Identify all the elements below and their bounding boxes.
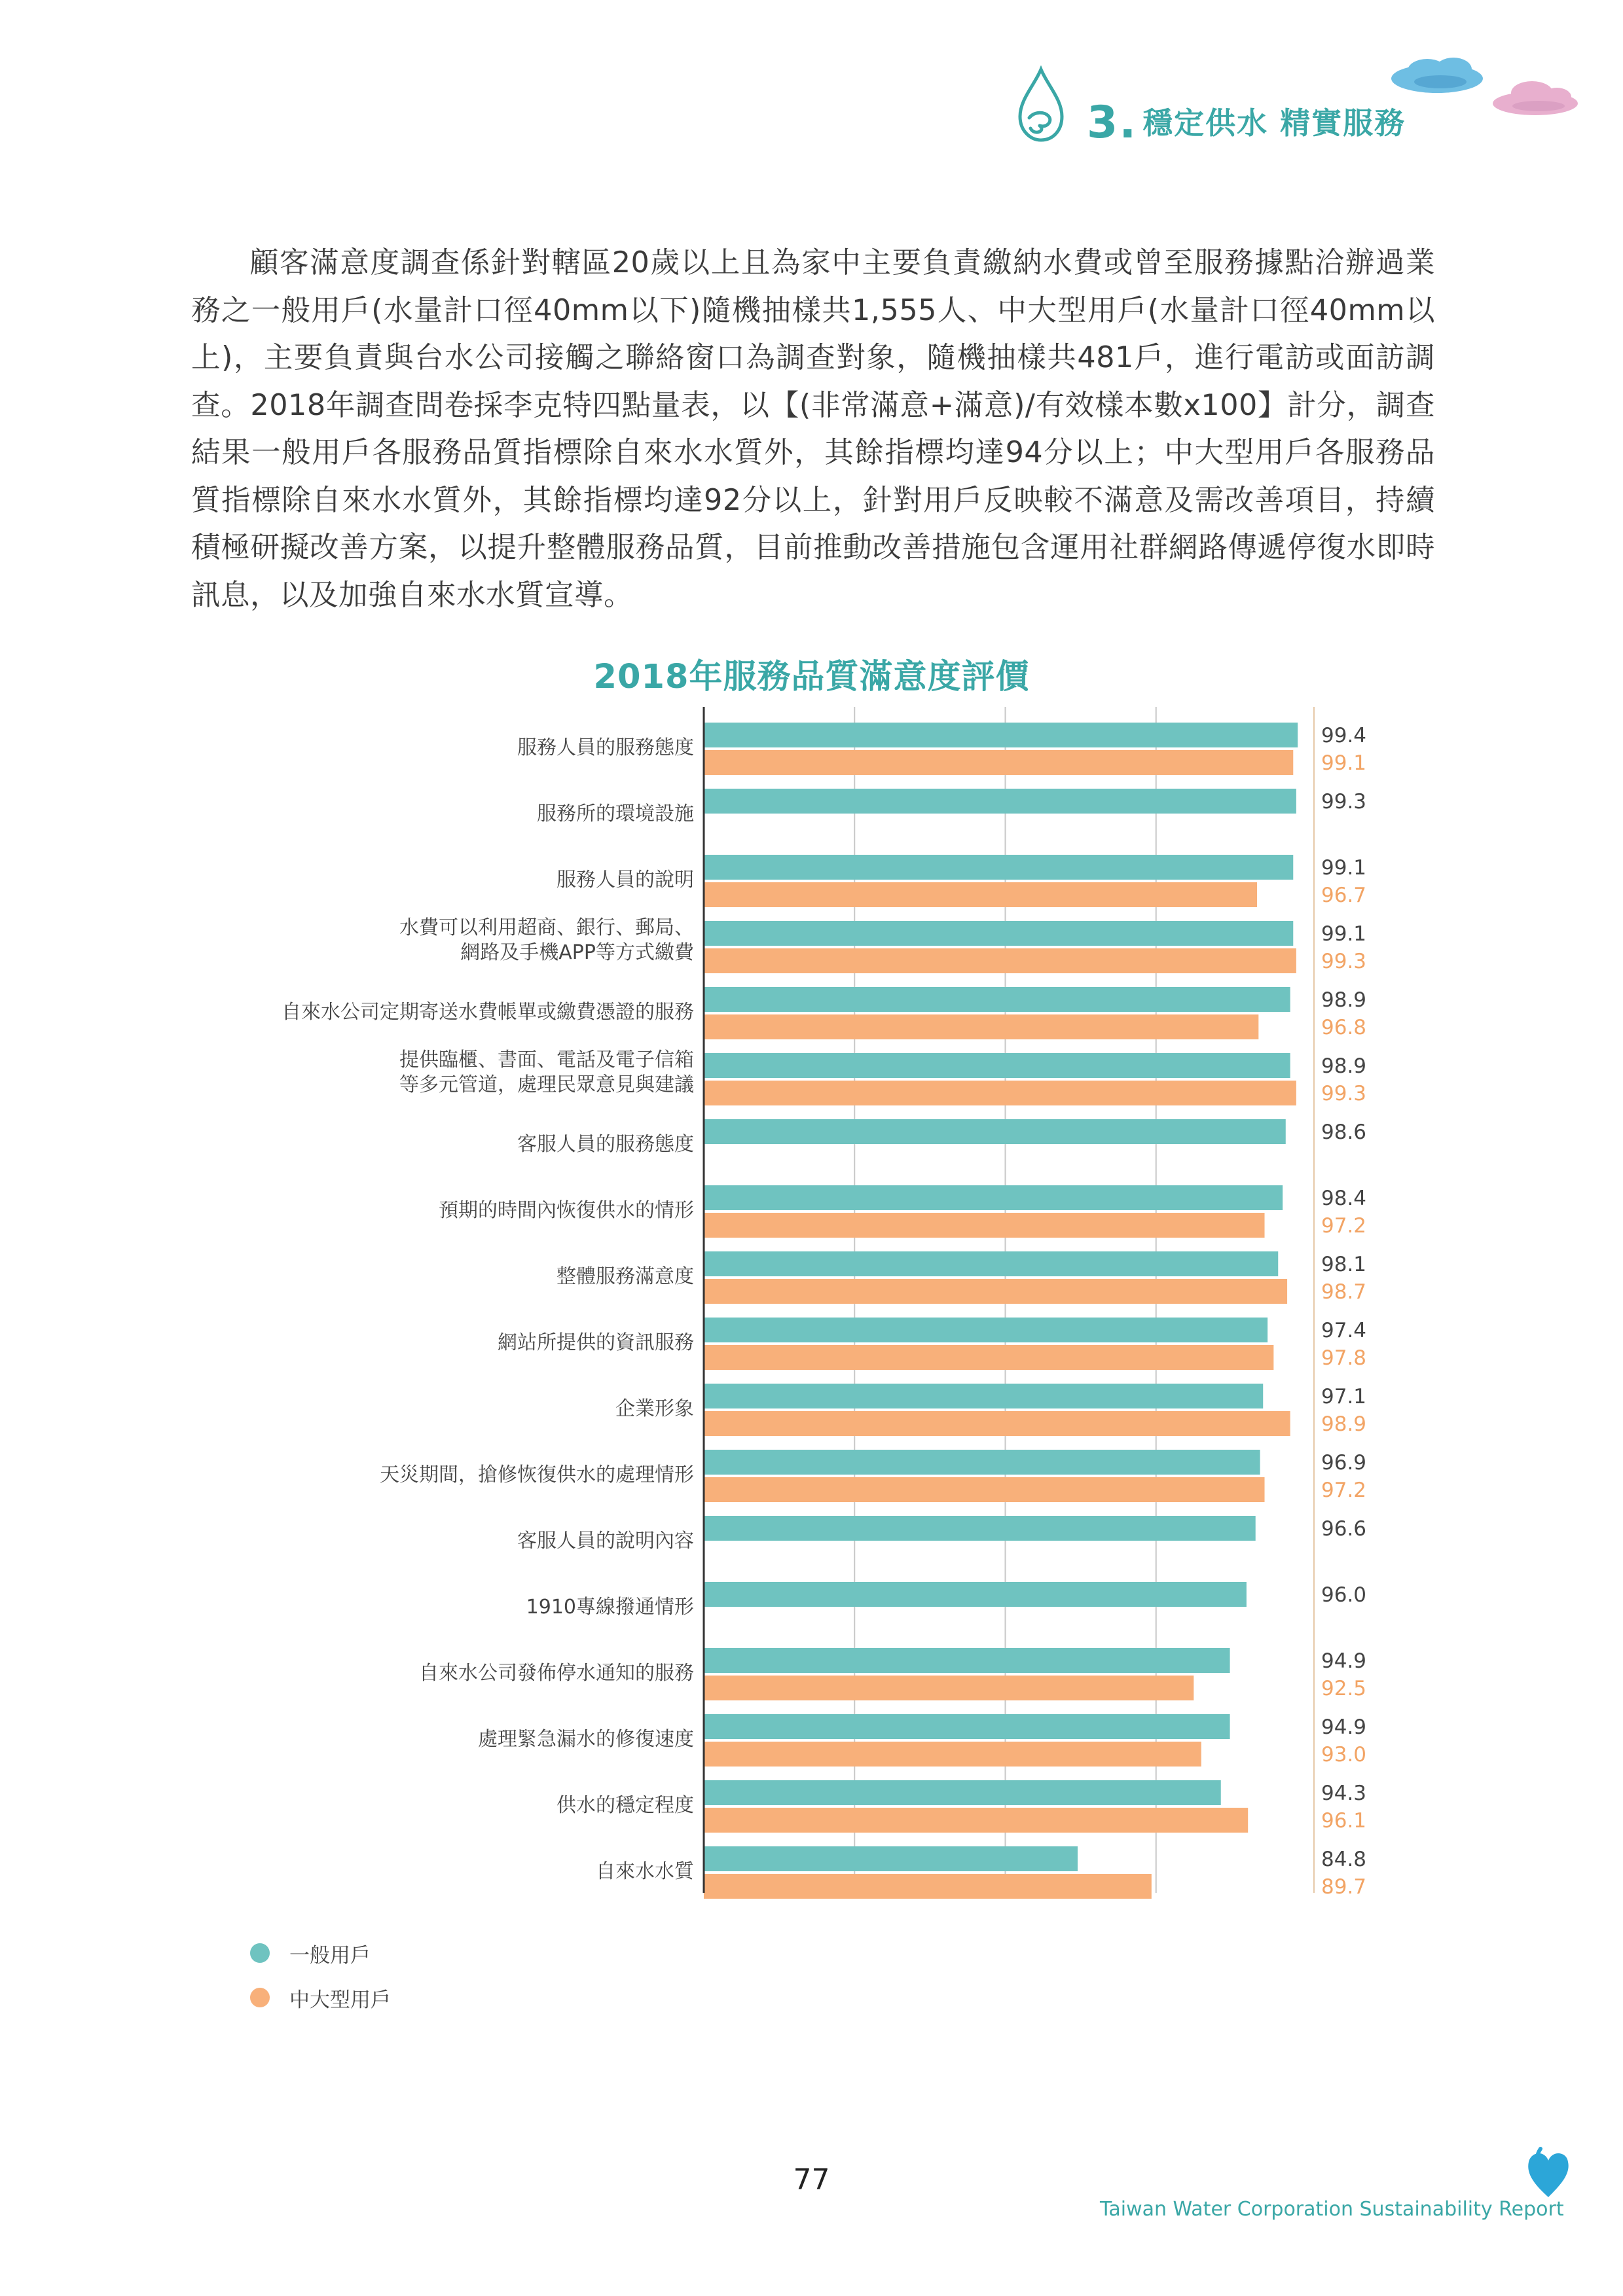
value-label-large: 97.8 xyxy=(1321,1346,1367,1370)
value-label-large: 97.2 xyxy=(1321,1479,1367,1502)
bar-general xyxy=(704,1185,1283,1210)
category-label: 服務人員的說明 xyxy=(556,869,694,891)
bar-large xyxy=(704,882,1257,907)
value-label-large: 96.1 xyxy=(1321,1809,1367,1833)
value-label-general: 84.8 xyxy=(1321,1848,1367,1871)
legend-dot-general xyxy=(250,1943,270,1963)
category-label: 客服人員的說明內容 xyxy=(517,1530,694,1552)
bar-general xyxy=(704,1582,1247,1607)
category-label: 1910專線撥通情形 xyxy=(526,1596,694,1619)
category-label: 網路及手機APP等方式繳費 xyxy=(460,941,694,964)
bar-large xyxy=(704,1345,1273,1370)
value-label-general: 99.3 xyxy=(1321,790,1367,814)
category-label: 自來水公司定期寄送水費帳單或繳費憑證的服務 xyxy=(282,1001,694,1024)
body-paragraph: 顧客滿意度調查係針對轄區20歲以上且為家中主要負責繳納水費或曾至服務據點洽辦過業務之一般用戶(水量計口徑40mm以下)隨機抽樣共1,555人、中大型用戶(水量計口徑40mm以上)，主要負責與台水公司接觸之聯絡窗口為調查對象，隨機抽樣共481戶，進行電訪或面訪調查。2018年調查問卷採李克特四點量表，以【(非常滿意+滿意)/有效樣本數x100】計分，調查結果一般用戶各服務品質指標除自來水水質外，其餘指標均達94分以上；中大型用戶各服務品質指標除自來水水質外，其餘指標均達92分以上，針對用戶反映較不滿意及需改善項目，持續積極研擬改善方案，以提升整體服務品質，目前推動改善措施包含運用社群網路傳遞停復水即時訊息，以及加強自來水水質宣導。 xyxy=(191,246,1435,612)
category-label: 自來水公司發佈停水通知的服務 xyxy=(419,1662,694,1685)
page-number: 77 xyxy=(793,2163,830,2197)
bar-general xyxy=(704,1648,1230,1673)
bar-large xyxy=(704,1874,1152,1899)
value-label-general: 94.9 xyxy=(1321,1649,1367,1673)
value-label-general: 94.9 xyxy=(1321,1715,1367,1739)
water-drop-hand-icon xyxy=(1015,65,1067,144)
value-label-large: 98.9 xyxy=(1321,1412,1367,1436)
bar-general xyxy=(704,723,1298,747)
value-label-general: 97.1 xyxy=(1321,1385,1367,1408)
bar-large xyxy=(704,1676,1194,1700)
satisfaction-bar-chart xyxy=(0,707,1623,1918)
bar-large xyxy=(704,1742,1201,1767)
value-label-large: 99.3 xyxy=(1321,1082,1367,1105)
category-label: 整體服務滿意度 xyxy=(556,1265,694,1288)
bar-large xyxy=(704,750,1293,775)
bar-general xyxy=(704,1119,1286,1144)
legend-item-general xyxy=(250,1931,391,1975)
bar-general xyxy=(704,789,1296,814)
value-label-large: 92.5 xyxy=(1321,1677,1367,1700)
section-header xyxy=(1008,52,1584,164)
value-label-large: 93.0 xyxy=(1321,1743,1367,1767)
bar-general xyxy=(704,855,1293,880)
bar-general xyxy=(704,1846,1078,1871)
bar-large xyxy=(704,948,1296,973)
value-label-large: 96.8 xyxy=(1321,1016,1367,1039)
value-label-large: 96.7 xyxy=(1321,884,1367,907)
bar-general xyxy=(704,1053,1290,1078)
value-label-large: 98.7 xyxy=(1321,1280,1367,1304)
bar-general xyxy=(704,987,1290,1012)
legend-label-large: 中大型用戶 xyxy=(289,1988,391,2012)
chart-legend xyxy=(250,1931,391,2020)
bar-general xyxy=(704,1450,1260,1475)
value-label-large: 89.7 xyxy=(1321,1875,1367,1899)
value-label-general: 96.0 xyxy=(1321,1583,1367,1607)
value-label-general: 98.6 xyxy=(1321,1121,1367,1144)
value-label-general: 96.9 xyxy=(1321,1451,1367,1475)
category-label: 自來水水質 xyxy=(596,1860,694,1883)
value-label-large: 97.2 xyxy=(1321,1214,1367,1238)
bar-general xyxy=(704,1384,1263,1408)
bar-large xyxy=(704,1411,1290,1436)
report-title: Taiwan Water Corporation Sustainability Report xyxy=(1100,2198,1564,2221)
category-label: 客服人員的服務態度 xyxy=(517,1133,694,1156)
legend-label-general: 一般用戶 xyxy=(289,1943,371,1967)
bar-general xyxy=(704,1714,1230,1739)
value-label-general: 98.1 xyxy=(1321,1253,1367,1276)
category-label: 企業形象 xyxy=(615,1397,694,1420)
bar-large xyxy=(704,1808,1248,1833)
category-label: 服務所的環境設施 xyxy=(537,802,694,825)
bar-large xyxy=(704,1081,1296,1105)
category-label: 提供臨櫃、書面、電話及電子信箱 xyxy=(399,1049,694,1071)
bar-large xyxy=(704,1213,1265,1238)
legend-dot-large xyxy=(250,1988,270,2007)
category-label: 天災期間，搶修恢復供水的處理情形 xyxy=(380,1463,694,1486)
value-label-general: 99.4 xyxy=(1321,724,1367,747)
value-label-large: 99.1 xyxy=(1321,751,1367,775)
value-label-general: 98.9 xyxy=(1321,988,1367,1012)
category-label: 供水的穩定程度 xyxy=(556,1794,694,1817)
value-label-large: 99.3 xyxy=(1321,950,1367,973)
bar-large xyxy=(704,1477,1265,1502)
heart-drop-icon xyxy=(1522,2144,1575,2202)
value-label-general: 97.4 xyxy=(1321,1319,1367,1342)
value-label-general: 99.1 xyxy=(1321,922,1367,946)
value-label-general: 98.9 xyxy=(1321,1054,1367,1078)
bar-general xyxy=(704,1318,1267,1342)
bar-general xyxy=(704,1251,1278,1276)
bar-general xyxy=(704,1516,1256,1541)
category-label: 服務人員的服務態度 xyxy=(517,736,694,759)
value-label-general: 99.1 xyxy=(1321,856,1367,880)
category-label: 水費可以利用超商、銀行、郵局、 xyxy=(399,916,694,939)
section-number: 3. xyxy=(1087,97,1138,149)
section-title xyxy=(1087,97,1406,149)
bar-general xyxy=(704,921,1293,946)
value-label-general: 96.6 xyxy=(1321,1517,1367,1541)
bar-general xyxy=(704,1780,1221,1805)
value-label-general: 94.3 xyxy=(1321,1782,1367,1805)
category-label: 網站所提供的資訊服務 xyxy=(498,1331,694,1354)
category-label: 預期的時間內恢復供水的情形 xyxy=(439,1199,694,1222)
chart-title: 2018年服務品質滿意度評價 xyxy=(593,658,1030,696)
section-title-text: 穩定供水 精實服務 xyxy=(1142,105,1406,141)
bar-large xyxy=(704,1014,1258,1039)
category-label: 等多元管道，處理民眾意見與建議 xyxy=(399,1073,694,1096)
legend-item-large xyxy=(250,1975,391,2020)
category-label: 處理緊急漏水的修復速度 xyxy=(478,1728,694,1751)
bar-large xyxy=(704,1279,1287,1304)
value-label-general: 98.4 xyxy=(1321,1187,1367,1210)
clouds-decoration-icon xyxy=(1388,52,1584,124)
